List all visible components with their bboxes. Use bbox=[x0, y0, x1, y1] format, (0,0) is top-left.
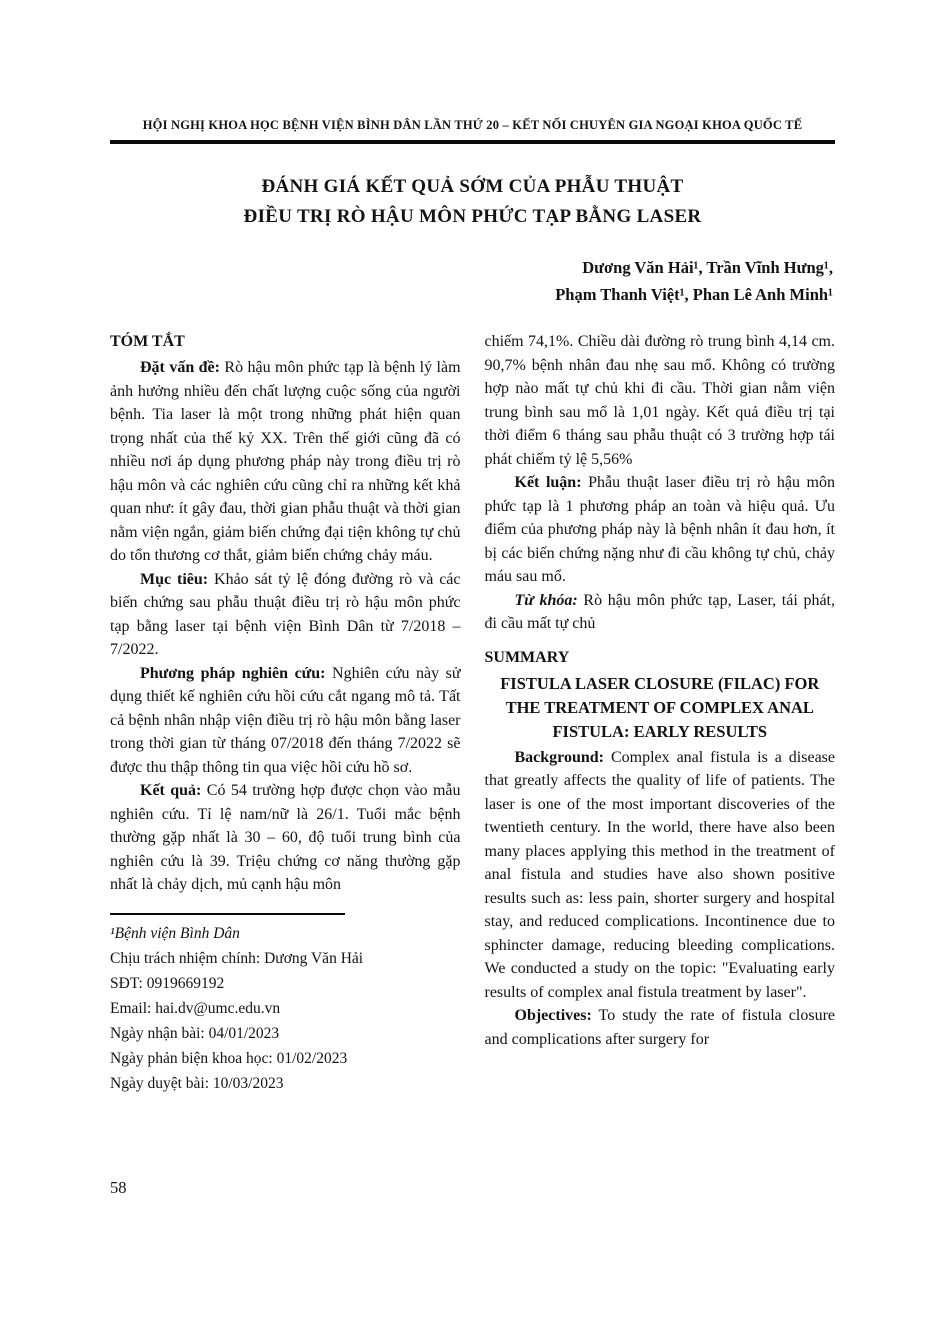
article-title-line-1: ĐÁNH GIÁ KẾT QUẢ SỚM CỦA PHẪU THUẬT bbox=[261, 176, 684, 197]
abstract-keywords bbox=[485, 589, 836, 636]
right-column bbox=[485, 330, 836, 1096]
footnote-accepted-date: Ngày duyệt bài: 10/03/2023 bbox=[110, 1074, 284, 1092]
abstract-paragraph-ket-qua bbox=[110, 779, 461, 897]
paragraph-text: Rò hậu môn phức tạp là bệnh lý làm ảnh hưởng nhiều đến chất lượng cuộc sống của người bệnh. Tia laser là một trong những phát hiện quan trọng nhất của thế kỷ XX. Trên thế giới cũng đã có nhiều nơi áp dụng phương pháp này trong điều trị rò hậu môn và các nghiên cứu cũng chỉ ra những kết khả quan như: ít gây đau, thời gian phẫu thuật và thời gian nằm viện ngắn, giảm biến chứng đại tiện không tự chủ do tổn thương cơ thắt, giảm biến chứng chảy máu. bbox=[110, 359, 461, 564]
paragraph-text: Complex anal fistula is a disease that greatly affects the quality of life of patients. The laser is one of the most important discoveries of the twentieth century. In the world, there have also been many places applying this method in the treatment of anal fistula and studies have also shown positive results such as: less pain, shorter surgery and hospital stay, and reduced complications. Incontinence due to sphincter damage, reducing bleeding complications. We conducted a study on the topic: "Evaluating early results of complex anal fistula treatment by laser". bbox=[484, 748, 835, 1001]
abstract-paragraph-muc-tieu bbox=[110, 568, 461, 662]
author-list bbox=[110, 254, 835, 308]
footnote-review-date: Ngày phản biện khoa học: 01/02/2023 bbox=[110, 1049, 348, 1067]
footnote-received-date: Ngày nhận bài: 04/01/2023 bbox=[110, 1024, 280, 1042]
footnote-affiliation: ¹Bệnh viện Bình Dân bbox=[110, 924, 240, 942]
two-column-body bbox=[110, 330, 835, 1096]
footnote-divider bbox=[110, 913, 345, 915]
keywords-label: Từ khóa: bbox=[514, 591, 578, 609]
footnote-corresponding-author: Chịu trách nhiệm chính: Dương Văn Hải bbox=[110, 949, 364, 967]
footnote-phone: SĐT: 0919669192 bbox=[110, 974, 225, 992]
abstract-paragraph-phuong-phap bbox=[110, 662, 461, 780]
summary-paragraph-background bbox=[485, 746, 836, 1005]
abstract-paragraph-ket-luan bbox=[485, 471, 836, 589]
paragraph-text: Nghiên cứu này sử dụng thiết kế nghiên cứu hồi cứu cắt ngang mô tả. Tất cả bệnh nhân nhập viện điều trị rò hậu môn bằng laser trong thời gian từ tháng 07/2018 đến tháng 7/2022 sẽ được thu thập thông tin qua việc hồi cứu hồ sơ. bbox=[110, 664, 461, 776]
conference-header: HỘI NGHỊ KHOA HỌC BỆNH VIỆN BÌNH DÂN LẦN THỨ 20 – KẾT NỐI CHUYÊN GIA NGOẠI KHOA QUỐC TẾ bbox=[110, 118, 835, 144]
paragraph-text: Phẫu thuật laser điều trị rò hậu môn phức tạp là 1 phương pháp an toàn và hiệu quả. Ưu điểm của phương pháp này là bệnh nhân ít đau hơn, ít bị các biến chứng nặng như đi cầu không tự chủ, chảy máu sau mổ. bbox=[484, 474, 835, 585]
paragraph-text: To study the rate of fistula closure and complications after surgery for bbox=[484, 1007, 835, 1048]
paragraph-label: Kết quả: bbox=[140, 782, 202, 799]
paragraph-label: Mục tiêu: bbox=[140, 570, 209, 588]
abstract-paragraph-dat-van-de bbox=[110, 356, 461, 568]
paragraph-label: Objectives: bbox=[514, 1007, 592, 1024]
article-title-line-2: ĐIỀU TRỊ RÒ HẬU MÔN PHỨC TẠP BẰNG LASER bbox=[243, 206, 702, 227]
author-line-1: Dương Văn Hải¹, Trần Vĩnh Hưng¹, bbox=[582, 258, 833, 277]
summary-title: FISTULA LASER CLOSURE (FILAC) FOR THE TREATMENT OF COMPLEX ANAL FISTULA: EARLY RESULTS bbox=[500, 673, 820, 741]
abstract-continuation: chiếm 74,1%. Chiều dài đường rò trung bình 4,14 cm. 90,7% bệnh nhân đau nhẹ sau mổ. Không có trường hợp nào mất tự chủ khi đi cầu. Thời gian nằm viện trung bình sau mổ là 1,01 ngày. Kết quả điều trị tại thời điểm 6 tháng sau phẫu thuật có 3 trường hợp tái phát chiếm tỷ lệ 5,56% bbox=[484, 333, 835, 468]
keywords-text: Rò hậu môn phức tạp, Laser, tái phát, đi cầu mất tự chủ bbox=[484, 591, 835, 632]
paragraph-label: Phương pháp nghiên cứu: bbox=[140, 664, 326, 682]
article-title bbox=[110, 172, 835, 232]
paragraph-text: Có 54 trường hợp được chọn vào mẫu nghiên cứu. Tỉ lệ nam/nữ là 26/1. Tuổi mắc bệnh thường gặp nhất là 30 – 60, độ tuổi trung bình của nghiên cứu là 39. Triệu chứng cơ năng thường gặp nhất là chảy dịch, mủ cạnh hậu môn bbox=[110, 782, 461, 893]
footnote-block bbox=[110, 913, 461, 1096]
paragraph-label: Đặt vấn đề: bbox=[140, 359, 220, 376]
paragraph-label: Background: bbox=[514, 748, 605, 766]
author-line-2: Phạm Thanh Việt¹, Phan Lê Anh Minh¹ bbox=[555, 285, 833, 304]
abstract-heading: TÓM TẮT bbox=[110, 333, 185, 350]
left-column bbox=[110, 330, 461, 1096]
summary-paragraph-objectives bbox=[485, 1004, 836, 1051]
page-number: 58 bbox=[110, 1178, 127, 1197]
summary-heading: SUMMARY bbox=[484, 648, 570, 666]
paragraph-text: Khảo sát tỷ lệ đóng đường rò và các biến chứng sau phẫu thuật điều trị rò hậu môn phức tạp bằng laser tại bệnh viện Bình Dân từ 7/2018 – 7/2022. bbox=[110, 570, 461, 658]
footnote-email: Email: hai.dv@umc.edu.vn bbox=[110, 999, 281, 1017]
paragraph-label: Kết luận: bbox=[514, 474, 582, 491]
